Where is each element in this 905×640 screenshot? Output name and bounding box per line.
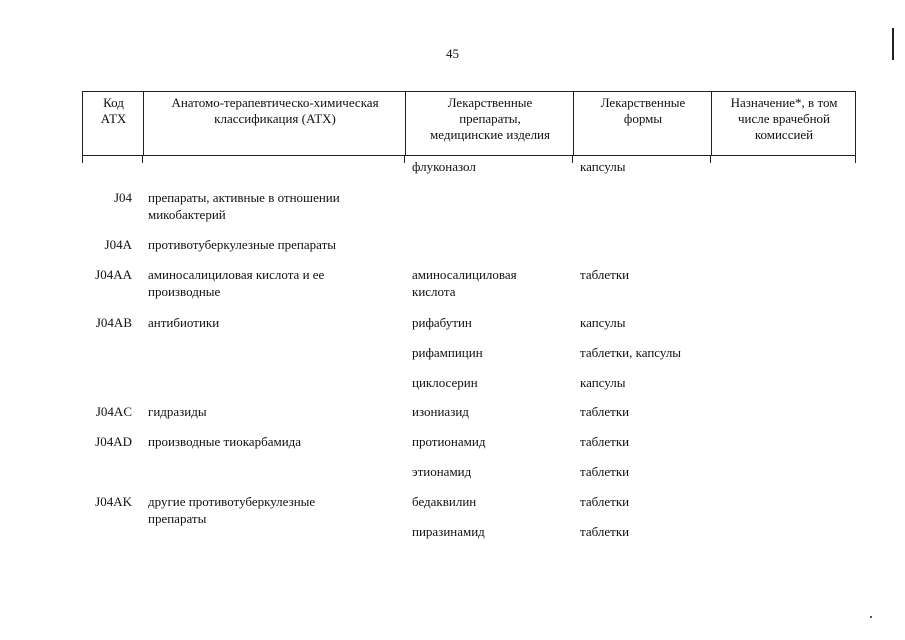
atc-code: J04AB	[95, 315, 132, 330]
header-forms: Лекарственные формы	[600, 95, 686, 126]
atc-code: J04	[113, 190, 132, 205]
drug-name: рифабутин	[412, 315, 472, 330]
column-tick	[572, 156, 573, 163]
dosage-form: таблетки	[580, 494, 630, 509]
dosage-form: капсулы	[580, 315, 626, 330]
atc-classification: антибиотики	[148, 315, 220, 330]
dosage-form: таблетки	[580, 404, 630, 419]
atc-code: J04AA	[95, 267, 132, 282]
dosage-form: таблетки	[580, 434, 630, 449]
header-drugs: Лекарственные препараты, медицинские изделия	[430, 95, 550, 142]
drug-name: рифампицин	[412, 345, 483, 360]
atc-classification: препараты, активные в отношении микобактерий	[148, 190, 340, 222]
column-tick	[142, 156, 143, 163]
column-tick	[82, 156, 83, 163]
drug-name: этионамид	[412, 464, 472, 479]
drug-name: аминосалициловая кислота	[412, 267, 517, 299]
drug-name: флуконазол	[412, 159, 476, 174]
header-purpose: Назначение*, в том числе врачебной комиссией	[730, 95, 838, 142]
atc-code: J04A	[104, 237, 132, 252]
dosage-form: таблетки	[580, 267, 630, 282]
dosage-form: капсулы	[580, 375, 626, 390]
column-tick	[710, 156, 711, 163]
dosage-form: таблетки	[580, 524, 630, 539]
column-tick	[855, 156, 856, 163]
dosage-form: таблетки, капсулы	[580, 345, 682, 360]
dosage-form: таблетки	[580, 464, 630, 479]
atc-classification: аминосалициловая кислота и ее производные	[148, 267, 325, 299]
dosage-form: капсулы	[580, 159, 626, 174]
atc-code: J04AC	[95, 404, 132, 419]
atc-classification: противотуберкулезные препараты	[148, 237, 336, 252]
atc-code: J04AK	[95, 494, 132, 509]
drug-name: бедаквилин	[412, 494, 477, 509]
header-code: Код АТХ	[100, 95, 127, 126]
page-number: 45	[446, 46, 459, 61]
atc-classification: гидразиды	[148, 404, 207, 419]
header-classification: Анатомо-терапевтическо-химическая классификация (АТХ)	[171, 95, 379, 126]
atc-code: J04AD	[95, 434, 132, 449]
column-tick	[404, 156, 405, 163]
atc-classification: производные тиокарбамида	[148, 434, 302, 449]
drug-name: пиразинамид	[412, 524, 485, 539]
atc-classification: другие противотуберкулезные препараты	[148, 494, 316, 526]
margin-dot	[870, 616, 872, 618]
drug-name: протионамид	[412, 434, 486, 449]
drug-name: циклосерин	[412, 375, 478, 390]
drug-name: изониазид	[412, 404, 469, 419]
table-header	[82, 91, 856, 156]
